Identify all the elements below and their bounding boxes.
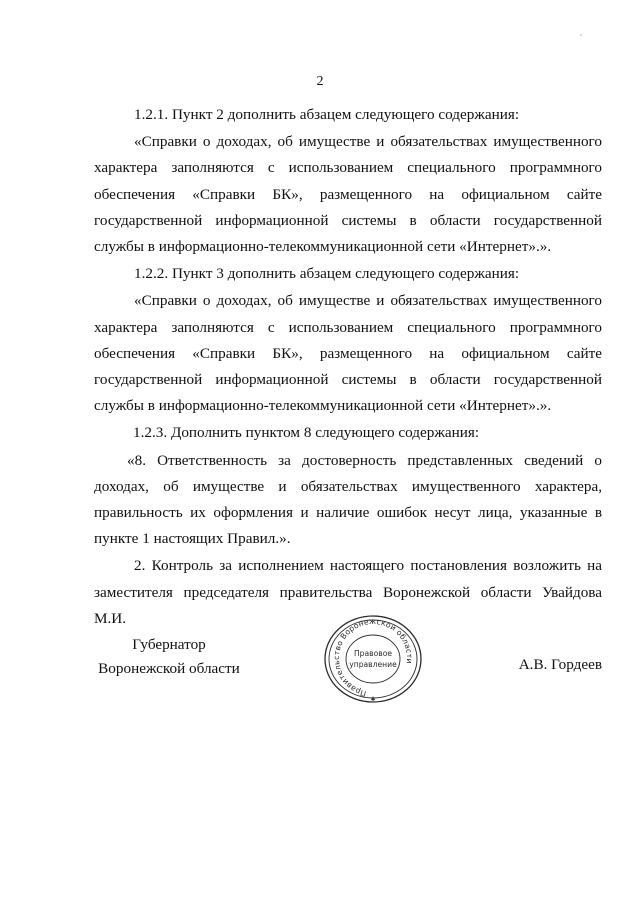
signature-title-line2: Воронежской области — [98, 660, 240, 677]
paragraph-quote-1: «Справки о доходах, об имуществе и обязательствах имущественного характера заполняются с использованием специального программного обеспечения «Справки БК», размещенного на официальном сайте государственной информационной системы в области государственной службы в информационно-телекоммуникационной сети «Интернет».». — [94, 133, 602, 256]
scan-artifact — [580, 34, 582, 36]
stamp-star-icon: ✱ — [370, 696, 376, 703]
signature-title — [94, 633, 244, 681]
page-number: 2 — [316, 74, 324, 89]
stamp-center-line2: управление — [349, 660, 397, 669]
stamp-seal-icon — [320, 614, 426, 704]
signature-title-line1: Губернатор — [132, 636, 206, 653]
paragraph-1-2-1: 1.2.1. Пункт 2 дополнить абзацем следующего содержания: — [134, 106, 520, 123]
signatory-name: А.В. Гордеев — [518, 656, 602, 673]
paragraph-point-8: «8. Ответственность за достоверность представленных сведений о доходах, об имуществе и обязательствах имущественного характера, правильность их оформления и наличие ошибок несут лица, указанные в пункте 1 настоящих Правил.». — [94, 451, 602, 548]
document-body — [94, 102, 602, 632]
stamp-ring-text: Правительство Воронежской области — [331, 616, 415, 699]
stamp-center-line1: Правовое — [353, 649, 393, 658]
paragraph-1-2-3: 1.2.3. Дополнить пунктом 8 следующего содержания: — [133, 424, 480, 442]
official-stamp — [320, 614, 426, 704]
paragraph-quote-2: «Справки о доходах, об имуществе и обязательствах имущественного характера заполняются с использованием специального программного обеспечения «Справки БК», размещенного на официальном сайте государственной информационной системы в области государственной службы в информационно-телекоммуникационной сети «Интернет».». — [94, 292, 602, 415]
paragraph-control: 2. Контроль за исполнением настоящего постановления возложить на заместителя председателя правительства Воронежской области Увайдова М.И. — [94, 557, 602, 627]
paragraph-1-2-2: 1.2.2. Пункт 3 дополнить абзацем следующего содержания: — [134, 265, 520, 283]
